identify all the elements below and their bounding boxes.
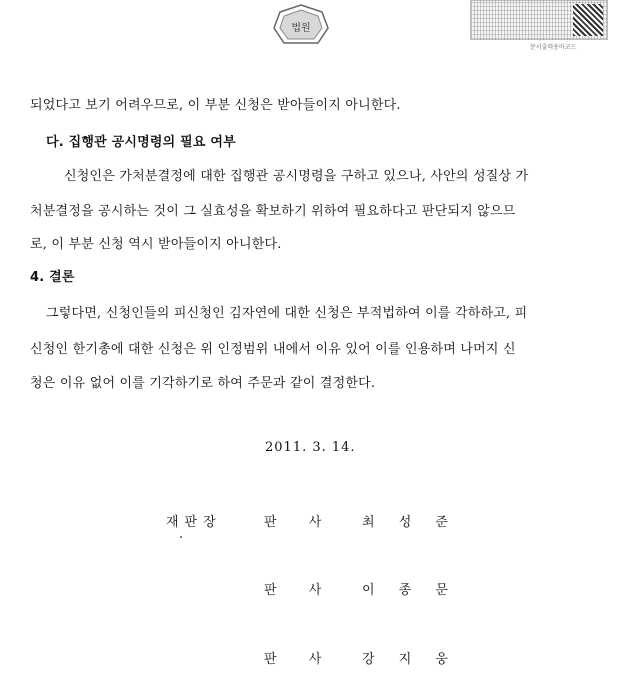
speck [180, 536, 182, 538]
section-heading: 다. 집행관 공시명령의 필요 여부 [46, 135, 236, 150]
court-seal-icon [270, 2, 332, 48]
paragraph-line: 처분결정을 공시하는 것이 그 실효성을 확보하기 위하여 필요하다고 판단되지 않으므 [30, 204, 516, 219]
presiding-judge-label: 재판장 [166, 515, 222, 530]
decision-date: 2011. 3. 14. [265, 440, 356, 455]
judge-name: 이 종 문 [362, 583, 458, 598]
document-barcode [470, 0, 608, 40]
paragraph-line: 청은 이유 없어 이를 기각하기로 하여 주문과 같이 결정한다. [30, 376, 376, 391]
judge-label: 판 사 [264, 652, 336, 667]
judge-name: 강 지 웅 [362, 652, 458, 667]
judge-label: 판 사 [264, 583, 336, 598]
section-heading: 4. 결론 [30, 270, 75, 285]
judge-label: 판 사 [264, 515, 336, 530]
paragraph-line: 되었다고 보기 어려우므로, 이 부분 신청은 받아들이지 아니한다. [30, 98, 401, 113]
paragraph-line: 신청인 한기총에 대한 신청은 위 인정범위 내에서 이유 있어 이를 인용하며 나머지 신 [30, 342, 516, 357]
judge-name: 최 성 준 [362, 515, 458, 530]
barcode-block [573, 4, 603, 36]
paragraph-line: 신청인은 가처분결정에 대한 집행관 공시명령을 구하고 있으나, 사안의 성질상 가 [64, 169, 529, 184]
barcode-caption: 문서출력용바코드 [530, 44, 577, 51]
paragraph-line: 그렇다면, 신청인들의 피신청인 김자연에 대한 신청은 부적법하여 이를 각하하고, 피 [46, 306, 528, 321]
paragraph-line: 로, 이 부분 신청 역시 받아들이지 아니한다. [30, 237, 282, 252]
seal-text: 법원 [291, 23, 311, 34]
